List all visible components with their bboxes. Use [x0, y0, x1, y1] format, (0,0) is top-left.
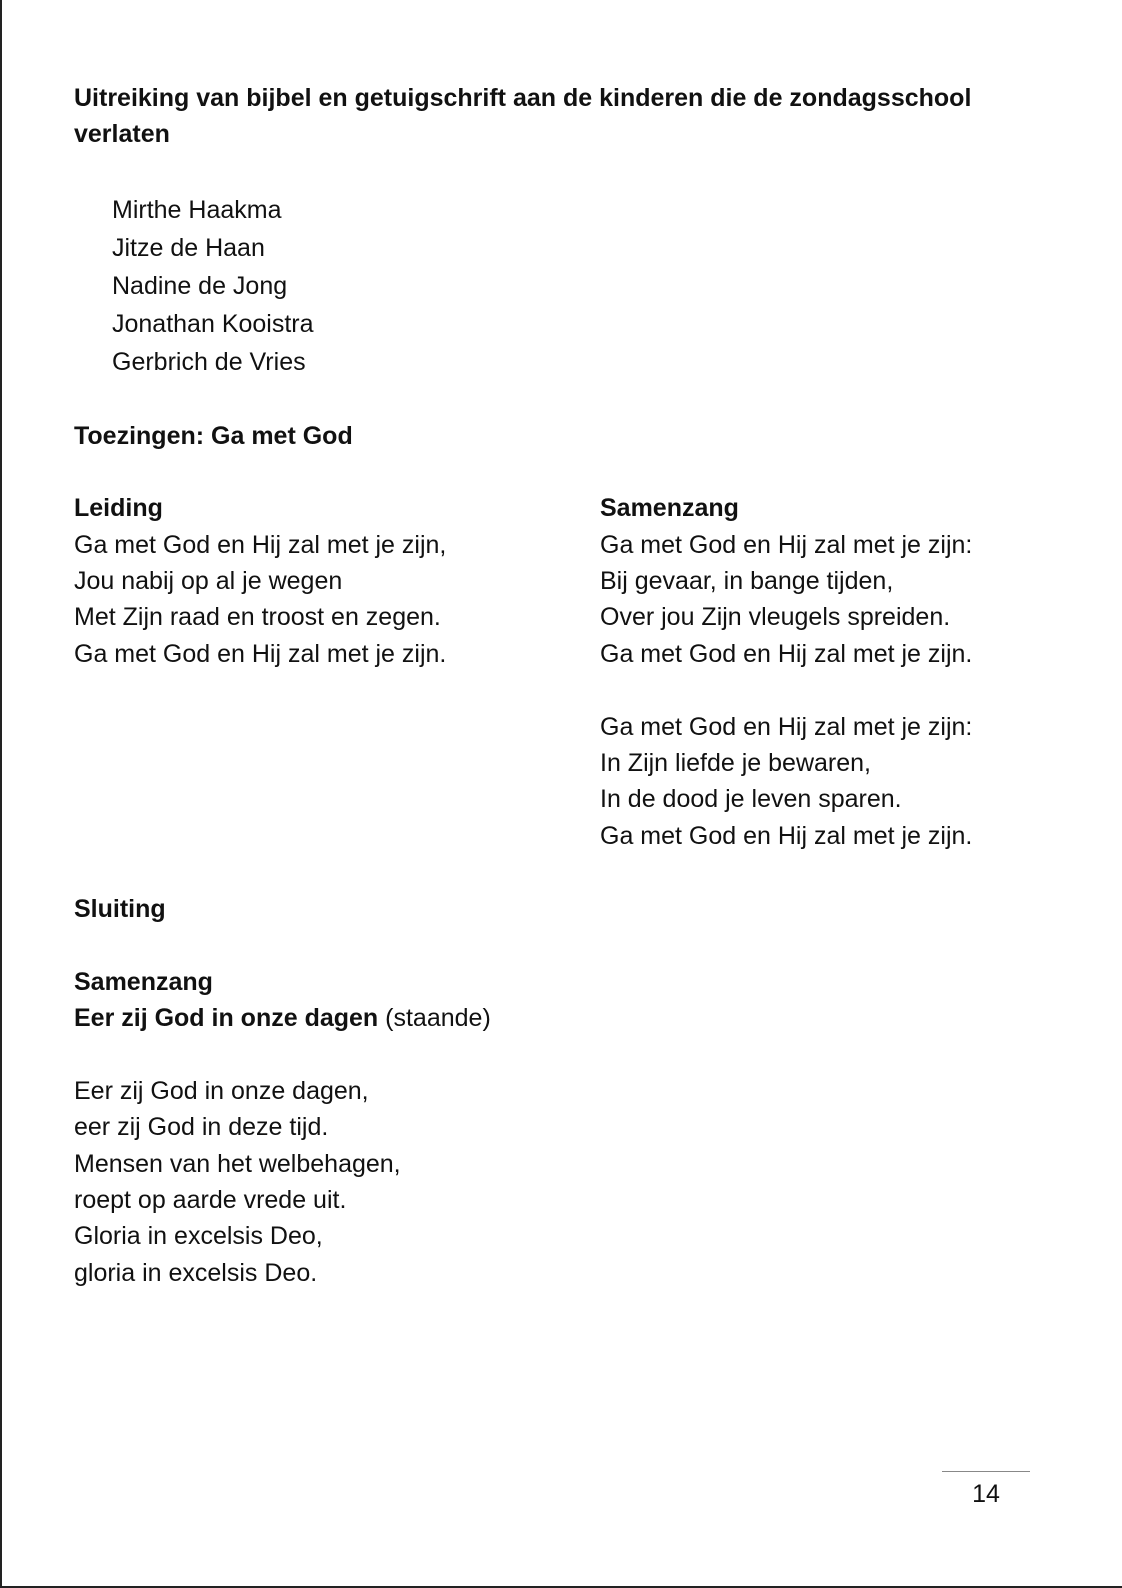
- verse-line: Gloria in excelsis Deo,: [74, 1222, 323, 1250]
- page-number: 14: [972, 1480, 1000, 1508]
- sluiting-heading: Sluiting: [74, 895, 166, 923]
- section-heading-continued: verlaten: [74, 120, 170, 148]
- child-name: Mirthe Haakma: [112, 196, 282, 224]
- verse-line: Ga met God en Hij zal met je zijn,: [74, 531, 447, 559]
- song-note: (staande): [378, 1004, 491, 1032]
- toezingen-heading: Toezingen: Ga met God: [74, 422, 353, 450]
- child-name: Jonathan Kooistra: [112, 310, 314, 338]
- song-title: Eer zij God in onze dagen: [74, 1004, 379, 1032]
- section-heading: Uitreiking van bijbel en getuigschrift aan de kinderen die de zondagsschool: [74, 84, 972, 112]
- verse-line: Over jou Zijn vleugels spreiden.: [600, 603, 951, 631]
- verse-line: roept op aarde vrede uit.: [74, 1186, 347, 1214]
- verse-line: In Zijn liefde je bewaren,: [600, 749, 871, 777]
- verse-line: Eer zij God in onze dagen,: [74, 1077, 369, 1105]
- verse-line: Bij gevaar, in bange tijden,: [600, 567, 894, 595]
- verse-line: Ga met God en Hij zal met je zijn.: [600, 640, 973, 668]
- child-name: Nadine de Jong: [112, 272, 288, 300]
- verse-line: Jou nabij op al je wegen: [74, 567, 343, 595]
- closing-samenzang-label: Samenzang: [74, 968, 213, 996]
- child-name: Gerbrich de Vries: [112, 348, 306, 376]
- verse-line: eer zij God in deze tijd.: [74, 1113, 329, 1141]
- verse-line: gloria in excelsis Deo.: [74, 1259, 318, 1287]
- song-title-line: [74, 1000, 491, 1036]
- verse-line: Ga met God en Hij zal met je zijn:: [600, 531, 973, 559]
- verse-line: Mensen van het welbehagen,: [74, 1150, 401, 1178]
- leiding-label: Leiding: [74, 494, 163, 522]
- footer-divider: [942, 1471, 1030, 1472]
- verse-line: Ga met God en Hij zal met je zijn.: [600, 822, 973, 850]
- verse-line: In de dood je leven sparen.: [600, 785, 902, 813]
- verse-line: Ga met God en Hij zal met je zijn.: [74, 640, 447, 668]
- verse-line: Met Zijn raad en troost en zegen.: [74, 603, 441, 631]
- verse-line: Ga met God en Hij zal met je zijn:: [600, 713, 973, 741]
- samenzang-label: Samenzang: [600, 494, 739, 522]
- child-name: Jitze de Haan: [112, 234, 265, 262]
